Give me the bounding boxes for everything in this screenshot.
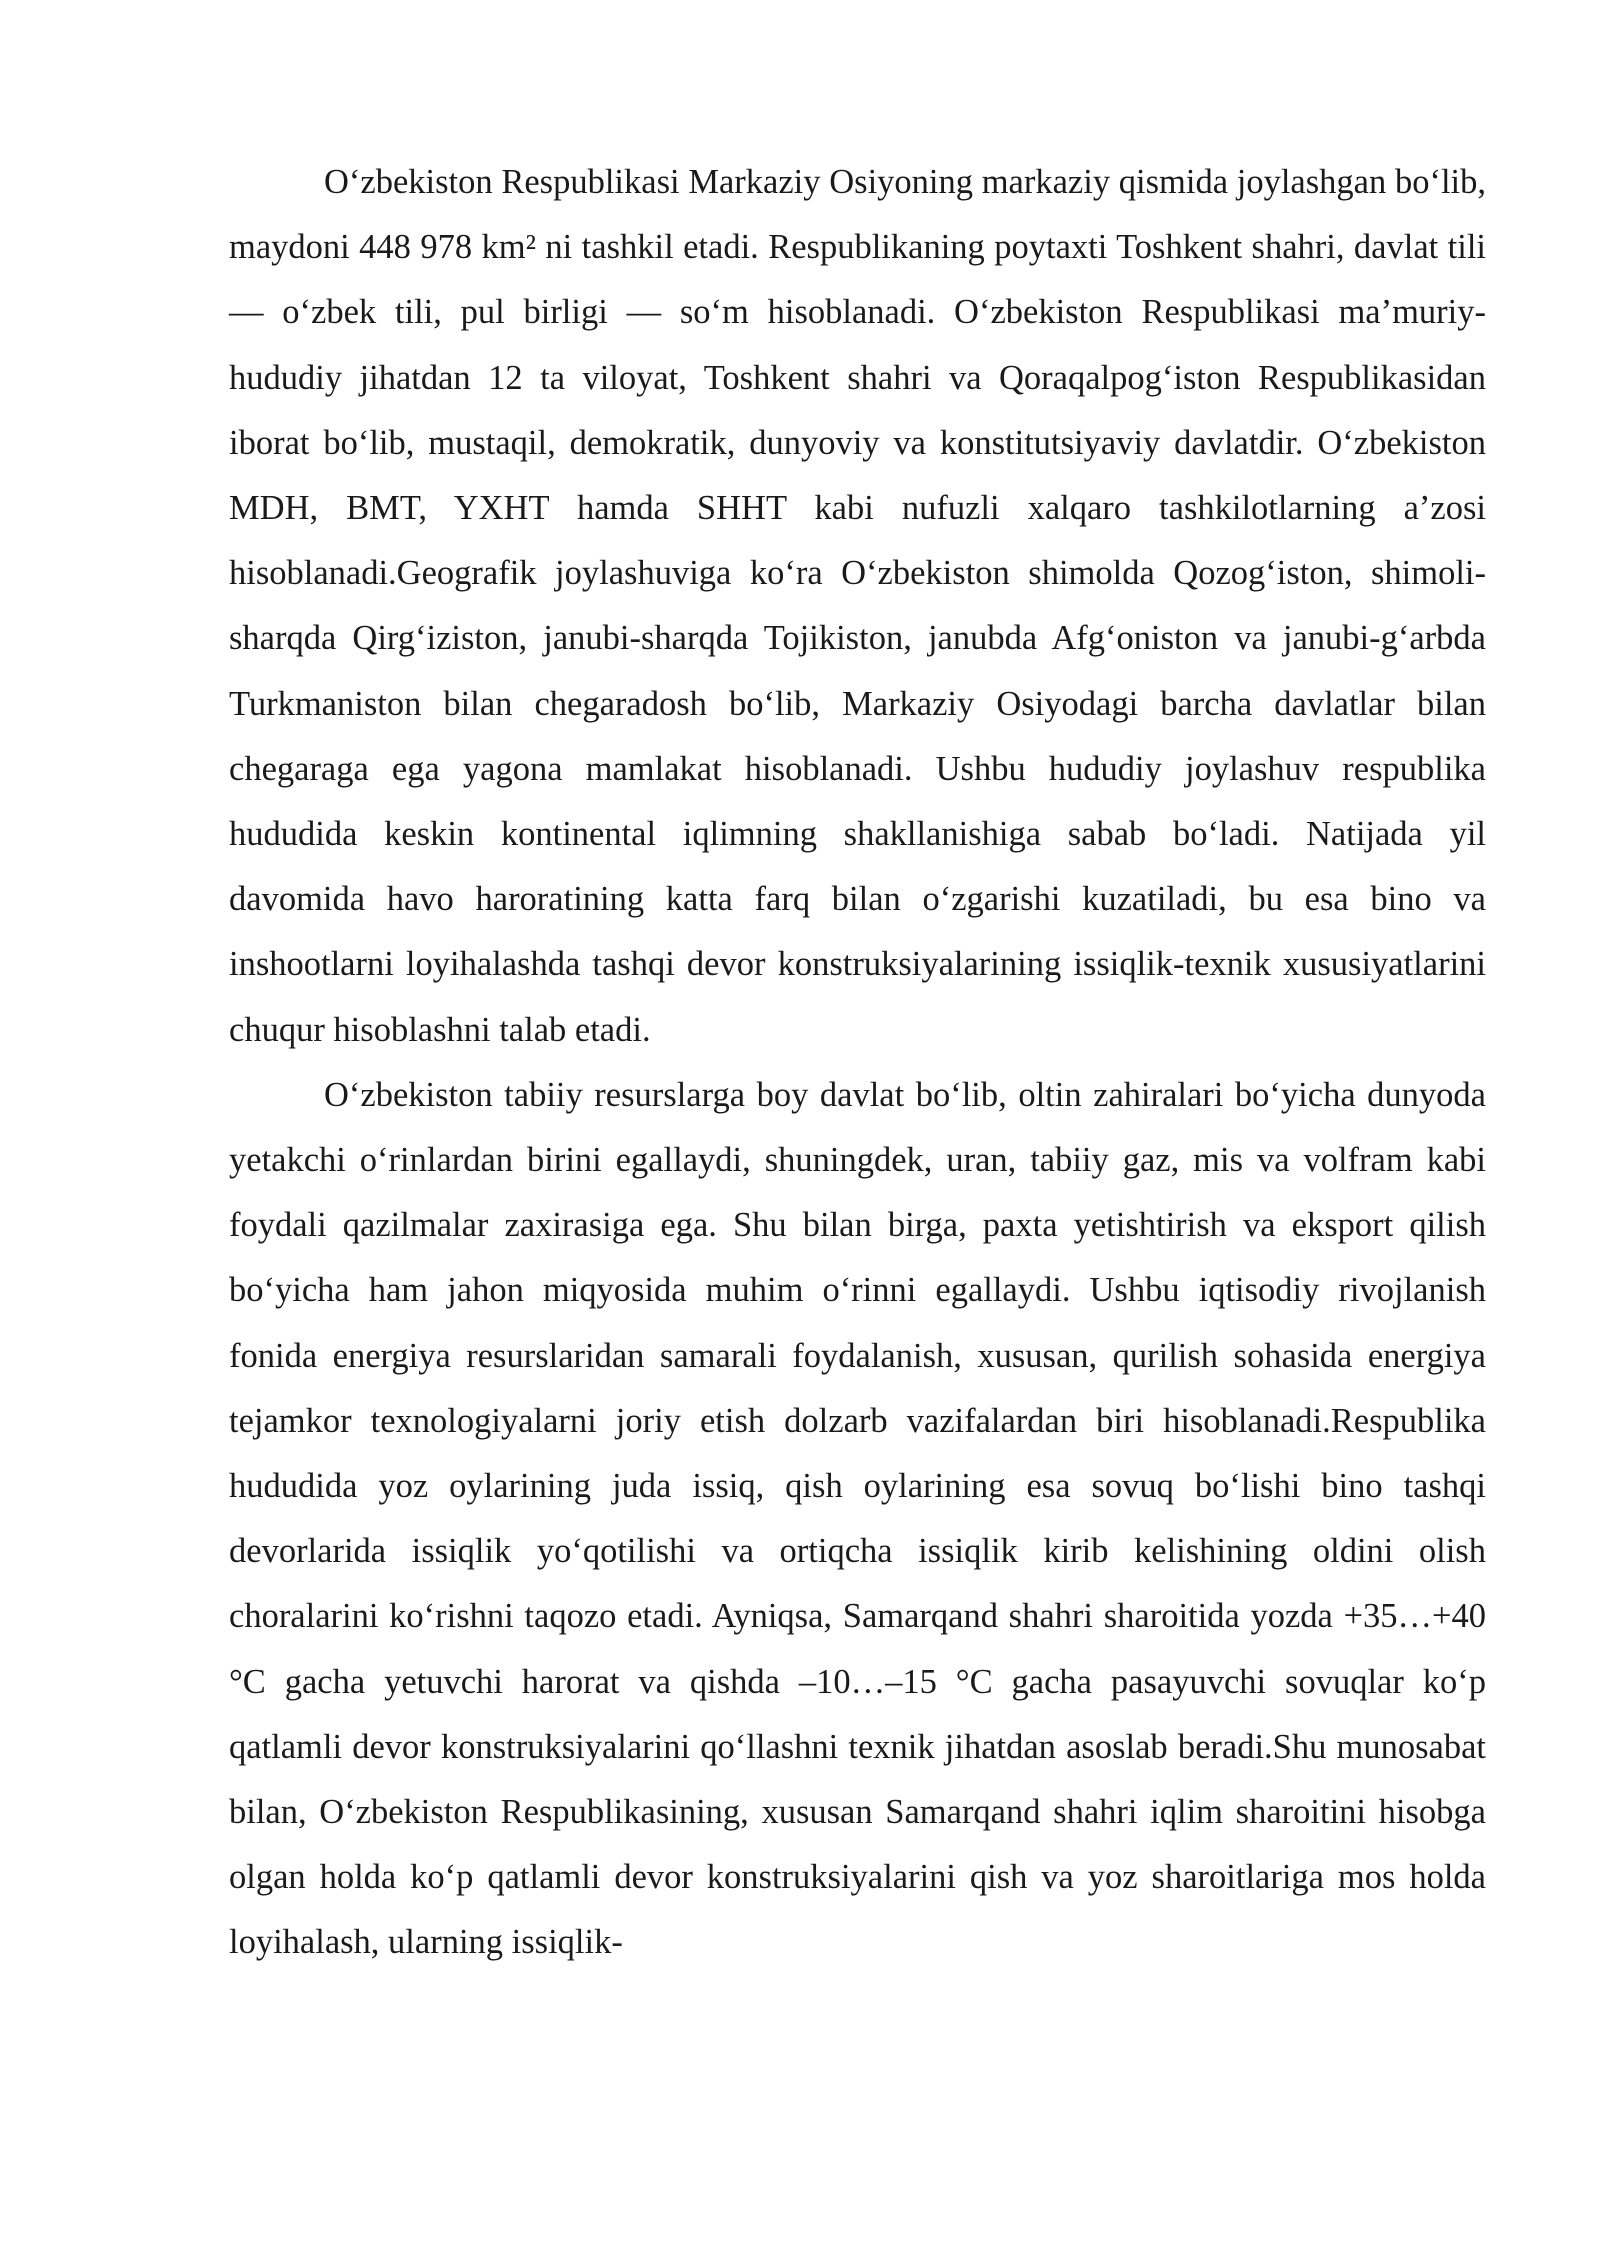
- paragraph-1: O‘zbekiston Respublikasi Markaziy Osiyoning markaziy qismida joylashgan bo‘lib, maydoni 448 978 km² ni tashkil etadi. Respublikaning poytaxti Toshkent shahri, davlat tili — o‘zbek tili, pul birligi — so‘m hisoblanadi. O‘zbekiston Respublikasi ma’muriy-hududiy jihatdan 12 ta viloyat, Toshkent shahri va Qoraqalpog‘iston Respublikasidan iborat bo‘lib, mustaqil, demokratik, dunyoviy va konstitutsiyaviy davlatdir. O‘zbekiston MDH, BMT, YXHT hamda SHHT kabi nufuzli xalqaro tashkilotlarning a’zosi hisoblanadi.Geografik joylashuviga ko‘ra O‘zbekiston shimolda Qozog‘iston, shimoli-sharqda Qirg‘iziston, janubi-sharqda Tojikiston, janubda Afg‘oniston va janubi-g‘arbda Turkmaniston bilan chegaradosh bo‘lib, Markaziy Osiyodagi barcha davlatlar bilan chegaraga ega yagona mamlakat hisoblanadi. Ushbu hududiy joylashuv respublika hududida keskin kontinental iqlimning shakllanishiga sabab bo‘ladi. Natijada yil davomida havo haroratining katta farq bilan o‘zgarishi kuzatiladi, bu esa bino va inshootlarni loyihalashda tashqi devor konstruksiyalarining issiqlik-texnik xususiyatlarini chuqur hisoblashni talab etadi.: [229, 163, 1486, 1049]
- body-text: [229, 150, 1486, 1976]
- paragraph-2: O‘zbekiston tabiiy resurslarga boy davlat bo‘lib, oltin zahiralari bo‘yicha dunyoda yetakchi o‘rinlardan birini egallaydi, shuningdek, uran, tabiiy gaz, mis va volfram kabi foydali qazilmalar zaxirasiga ega. Shu bilan birga, paxta yetishtirish va eksport qilish bo‘yicha ham jahon miqyosida muhim o‘rinni egallaydi. Ushbu iqtisodiy rivojlanish fonida energiya resurslaridan samarali foydalanish, xususan, qurilish sohasida energiya tejamkor texnologiyalarni joriy etish dolzarb vazifalardan biri hisoblanadi.Respublika hududida yoz oylarining juda issiq, qish oylarining esa sovuq bo‘lishi bino tashqi devorlarida issiqlik yo‘qotilishi va ortiqcha issiqlik kirib kelishining oldini olish choralarini ko‘rishni taqozo etadi. Ayniqsa, Samarqand shahri sharoitida yozda +35…+40 °C gacha yetuvchi harorat va qishda –10…–15 °C gacha pasayuvchi sovuqlar ko‘p qatlamli devor konstruksiyalarini qo‘llashni texnik jihatdan asoslab beradi.Shu munosabat bilan, O‘zbekiston Respublikasining, xususan Samarqand shahri iqlim sharoitini hisobga olgan holda ko‘p qatlamli devor konstruksiyalarini qish va yoz sharoitlariga mos holda loyihalash, ularning issiqlik-: [229, 1075, 1486, 1962]
